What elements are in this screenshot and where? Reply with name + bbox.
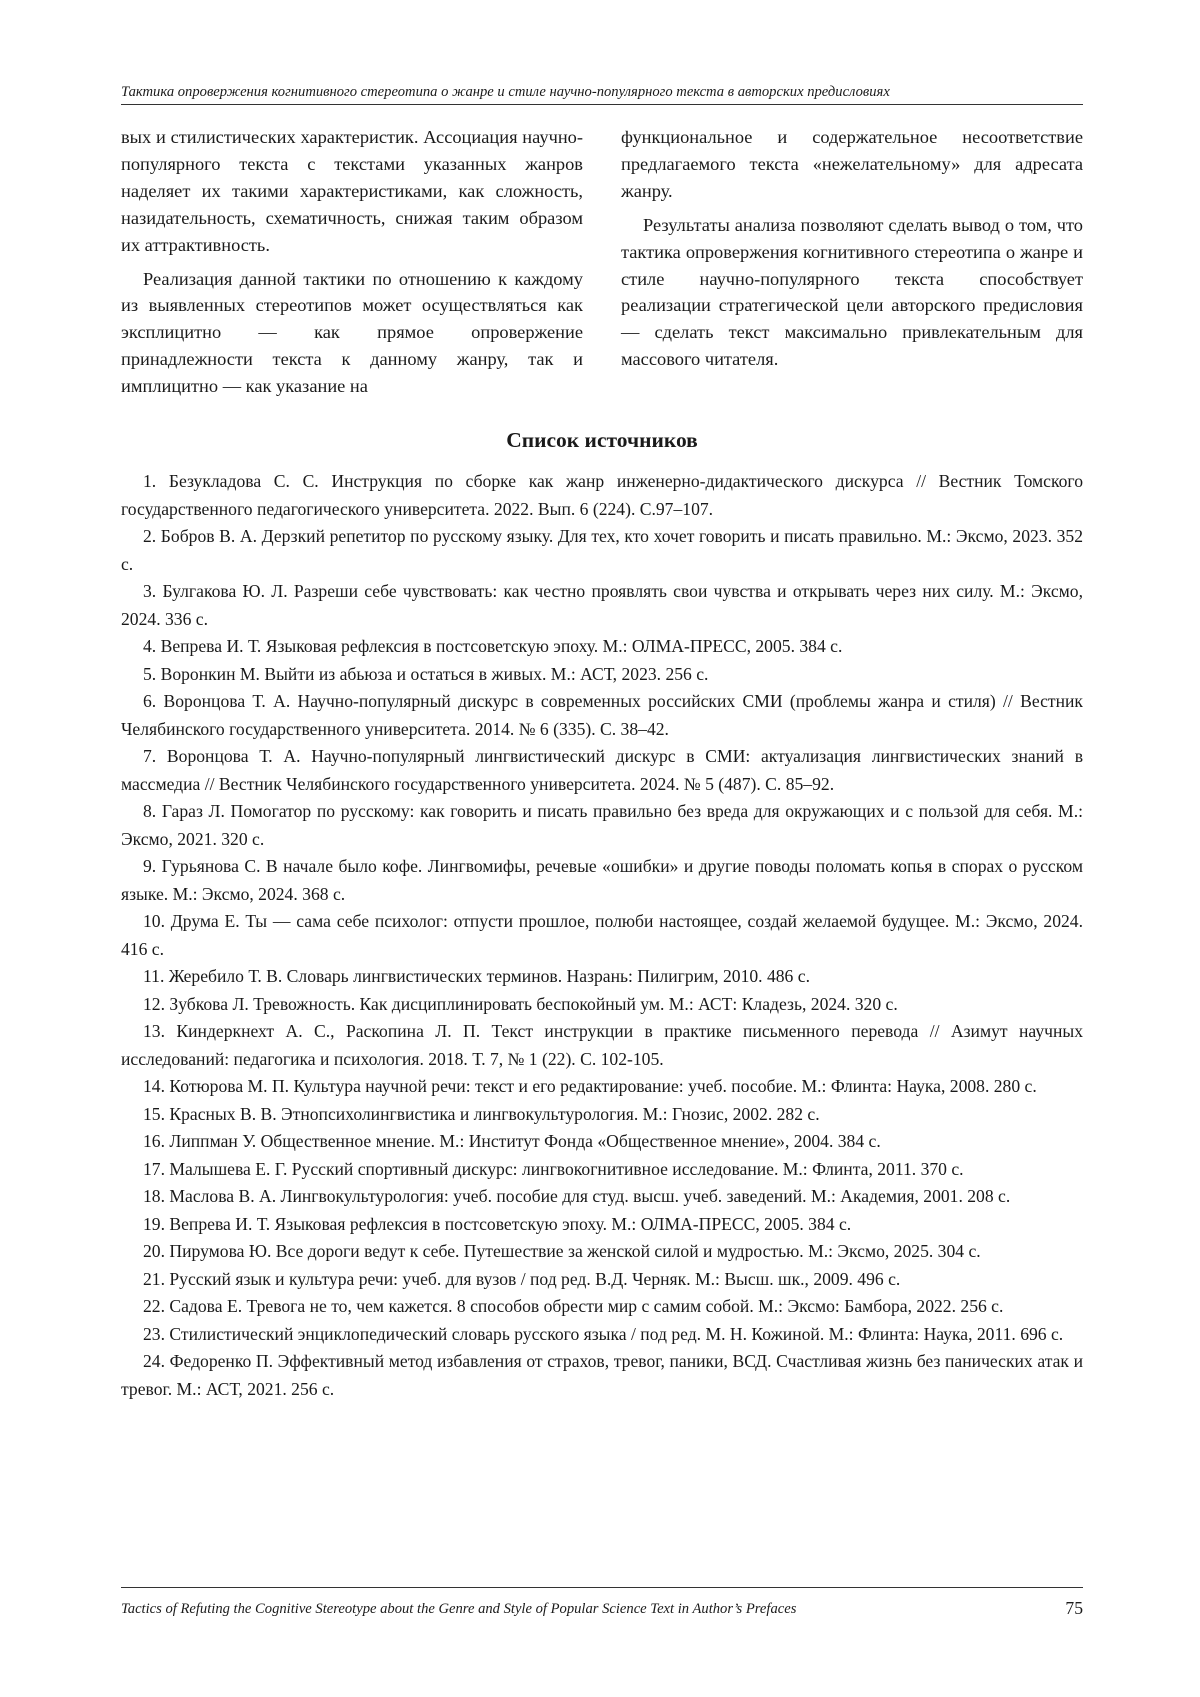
reference-item: 15. Красных В. В. Этнопсихолингвистика и лингвокультурология. М.: Гнозис, 2002. 282 с. bbox=[143, 1103, 820, 1124]
reference-item: 13. Киндеркнехт А. С., Раскопина Л. П. Текст инструкции в практике письменного перевода // Азимут научных исследований: педагогика и психология. 2018. Т. 7, № 1 (22). С. 102-105. bbox=[121, 1021, 1083, 1069]
reference-item: 21. Русский язык и культура речи: учеб. для вузов / под ред. В.Д. Черняк. М.: Высш. шк., 2009. 496 с. bbox=[143, 1268, 901, 1289]
left-column bbox=[121, 124, 583, 400]
header-rule bbox=[121, 104, 1083, 105]
references-heading: Список источников bbox=[506, 428, 698, 452]
reference-item: 10. Друма Е. Ты — сама себе психолог: отпусти прошлое, полюби настоящее, создай желаемой будущее. М.: Эксмо, 2024. 416 с. bbox=[121, 911, 1083, 959]
running-head: Тактика опровержения когнитивного стереотипа о жанре и стиле научно-популярного текста в авторских предисловиях bbox=[121, 84, 890, 100]
paragraph: Результаты анализа позволяют сделать вывод о том, что тактика опровержения когнитивного стереотипа о жанре и стиле научно-популярного текста способствует реализации стратегической цели авторского предисловия — сделать текст максимально привлекательным для массового читателя. bbox=[621, 214, 1083, 370]
reference-item: 9. Гурьянова С. В начале было кофе. Лингвомифы, речевые «ошибки» и другие поводы поломать копья в спорах о русском языке. М.: Эксмо, 2024. 368 с. bbox=[121, 856, 1083, 904]
reference-item: 18. Маслова В. А. Лингвокультурология: учеб. пособие для студ. высш. учеб. заведений. М.: Академия, 2001. 208 с. bbox=[143, 1186, 1011, 1206]
reference-item: 2. Бобров В. А. Дерзкий репетитор по русскому языку. Для тех, кто хочет говорить и писать правильно. М.: Эксмо, 2023. 352 с. bbox=[121, 526, 1083, 574]
footer-rule bbox=[121, 1587, 1083, 1588]
references-list bbox=[121, 468, 1083, 1403]
reference-item: 24. Федоренко П. Эффективный метод избавления от страхов, тревог, паники, ВСД. Счастливая жизнь без панических атак и тревог. М.: АСТ, 2021. 256 с. bbox=[121, 1351, 1083, 1399]
right-column bbox=[621, 124, 1083, 373]
reference-item: 20. Пирумова Ю. Все дороги ведут к себе. Путешествие за женской силой и мудростью. М.: Эксмо, 2025. 304 с. bbox=[143, 1241, 981, 1261]
paragraph: Реализация данной тактики по отношению к каждому из выявленных стереотипов может осуществляться как эксплицитно — как прямое опровержение принадлежности текста к данному жанру, так и имплицитно — как указание на bbox=[121, 268, 583, 397]
paragraph: функциональное и содержательное несоответствие предлагаемого текста «нежелательному» для адресата жанру. bbox=[621, 127, 1083, 201]
reference-item: 11. Жеребило Т. В. Словарь лингвистических терминов. Назрань: Пилигрим, 2010. 486 с. bbox=[143, 966, 810, 986]
reference-item: 4. Вепрева И. Т. Языковая рефлексия в постсоветскую эпоху. М.: ОЛМА-ПРЕСС, 2005. 384 с. bbox=[143, 636, 843, 656]
page-number: 75 bbox=[1065, 1598, 1083, 1618]
reference-item: 14. Котюрова М. П. Культура научной речи: текст и его редактирование: учеб. пособие. М.: Флинта: Наука, 2008. 280 с. bbox=[143, 1076, 1037, 1096]
reference-item: 17. Малышева Е. Г. Русский спортивный дискурс: лингвокогнитивное исследование. М.: Флинта, 2011. 370 с. bbox=[143, 1158, 964, 1179]
reference-item: 22. Садова Е. Тревога не то, чем кажется. 8 способов обрести мир с самим собой. М.: Эксмо: Бамбора, 2022. 256 с. bbox=[143, 1296, 1004, 1316]
reference-item: 3. Булгакова Ю. Л. Разреши себе чувствовать: как честно проявлять свои чувства и открывать через них силу. М.: Эксмо, 2024. 336 с. bbox=[121, 581, 1083, 629]
reference-item: 23. Стилистический энциклопедический словарь русского языка / под ред. М. Н. Кожиной. М.: Флинта: Наука, 2011. 696 с. bbox=[143, 1323, 1064, 1344]
reference-item: 5. Воронкин М. Выйти из абьюза и остаться в живых. М.: АСТ, 2023. 256 с. bbox=[143, 663, 709, 684]
reference-item: 6. Воронцова Т. А. Научно-популярный дискурс в современных российских СМИ (проблемы жанра и стиля) // Вестник Челябинского государственного университета. 2014. № 6 (335). С. 38–42. bbox=[121, 691, 1083, 739]
reference-item: 1. Безукладова С. С. Инструкция по сборке как жанр инженерно-дидактического дискурса // Вестник Томского государственного педагогического университета. 2022. Вып. 6 (224). С.97–107. bbox=[121, 471, 1083, 519]
reference-item: 19. Вепрева И. Т. Языковая рефлексия в постсоветскую эпоху. М.: ОЛМА-ПРЕСС, 2005. 384 с. bbox=[143, 1213, 852, 1234]
reference-item: 8. Гараз Л. Помогатор по русскому: как говорить и писать правильно без вреда для окружающих и с пользой для себя. М.: Эксмо, 2021. 320 с. bbox=[121, 801, 1083, 849]
reference-item: 16. Липпман У. Общественное мнение. М.: Институт Фонда «Общественное мнение», 2004. 384 с. bbox=[143, 1131, 881, 1151]
body-columns bbox=[121, 124, 1083, 396]
reference-item: 12. Зубкова Л. Тревожность. Как дисциплинировать беспокойный ум. М.: АСТ: Кладезь, 2024. 320 с. bbox=[143, 993, 898, 1014]
footer-english-title: Tactics of Refuting the Cognitive Stereotype about the Genre and Style of Popular Science Text in Author’s Prefaces bbox=[121, 1601, 797, 1617]
paragraph: вых и стилистических характеристик. Ассоциация научно-популярного текста с текстами указанных жанров наделяет их такими характеристиками, как сложность, назидательность, схематичность, снижая таким образом их аттрактивность. bbox=[121, 127, 583, 255]
reference-item: 7. Воронцова Т. А. Научно-популярный лингвистический дискурс в СМИ: актуализация лингвистических знаний в массмедиа // Вестник Челябинского государственного университета. 2024. № 5 (487). С. 85–92. bbox=[121, 746, 1083, 794]
